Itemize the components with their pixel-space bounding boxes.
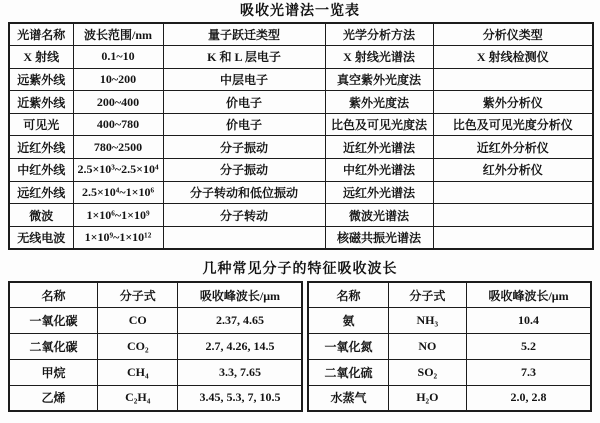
table-cell: 10~200: [73, 68, 163, 91]
header-cell: 光谱名称: [9, 23, 73, 46]
table-cell: 二氧化硫: [308, 359, 388, 385]
table-cell: 远红外光谱法: [325, 181, 433, 204]
header-cell: 名称: [308, 282, 388, 308]
table-cell: 2.7, 4.26, 14.5: [178, 334, 303, 360]
table-cell: 一氧化氮: [308, 334, 388, 360]
table-cell: 2.0, 2.8: [467, 385, 591, 411]
table-row: [9, 68, 593, 91]
table-cell: 红外分析仪: [433, 159, 593, 182]
molecule-table-right: [307, 281, 592, 412]
table-cell: K 和 L 层电子: [163, 46, 325, 69]
table-row: [9, 204, 593, 227]
table-cell: 远紫外线: [9, 68, 73, 91]
table-cell: 微波光谱法: [325, 204, 433, 227]
table-header-row: [9, 282, 302, 308]
table-cell: 远红外线: [9, 181, 73, 204]
table-cell: 780~2500: [73, 136, 163, 159]
table-cell: 核磁共振光谱法: [325, 226, 433, 249]
table-cell: CO: [98, 308, 178, 334]
table-cell: NH₃: [388, 308, 466, 334]
table-row: [9, 113, 593, 136]
header-cell: 名称: [9, 282, 98, 308]
header-cell: 分子式: [388, 282, 466, 308]
table-cell: SO₂: [388, 359, 466, 385]
absorption-spectroscopy-table: [8, 22, 594, 250]
table-cell: 1×10⁶~1×10⁹: [73, 204, 163, 227]
table-cell: H₂O: [388, 385, 466, 411]
table-cell: 中红外光谱法: [325, 159, 433, 182]
header-cell: 吸收峰波长/μm: [467, 282, 591, 308]
table-cell: 可见光: [9, 113, 73, 136]
table-cell: 分子转动: [163, 204, 325, 227]
header-cell: 吸收峰波长/μm: [178, 282, 303, 308]
table-cell: [433, 226, 593, 249]
table-cell: 7.3: [467, 359, 591, 385]
table-row: [9, 46, 593, 69]
table-cell: 价电子: [163, 91, 325, 114]
table-row: [9, 334, 302, 360]
table-cell: 甲烷: [9, 359, 98, 385]
table-cell: 真空紫外光度法: [325, 68, 433, 91]
table-cell: 微波: [9, 204, 73, 227]
table-row: [308, 334, 591, 360]
spectroscopy-table-title: 吸收光谱法一览表: [240, 3, 360, 19]
table-cell: 价电子: [163, 113, 325, 136]
table-cell: 近紫外线: [9, 91, 73, 114]
table-header-row: [308, 282, 591, 308]
table-row: [9, 181, 593, 204]
header-cell: 波长范围/nm: [73, 23, 163, 46]
table-header-row: [9, 23, 593, 46]
table-row: [9, 91, 593, 114]
table-cell: 分子振动: [163, 136, 325, 159]
table-cell: 无线电波: [9, 226, 73, 249]
table-cell: 0.1~10: [73, 46, 163, 69]
table-row: [9, 385, 302, 411]
table-cell: CO₂: [98, 334, 178, 360]
table-cell: 10.4: [467, 308, 591, 334]
header-cell: 量子跃迁类型: [163, 23, 325, 46]
table-cell: 2.5×10⁴~1×10⁶: [73, 181, 163, 204]
table-row: [9, 359, 302, 385]
table-cell: X 射线: [9, 46, 73, 69]
header-cell: 分子式: [98, 282, 178, 308]
table-cell: NO: [388, 334, 466, 360]
table-cell: 中红外线: [9, 159, 73, 182]
table-cell: 2.37, 4.65: [178, 308, 303, 334]
table-cell: 400~780: [73, 113, 163, 136]
table-cell: 3.45, 5.3, 7, 10.5: [178, 385, 303, 411]
table-cell: CH₄: [98, 359, 178, 385]
table-cell: X 射线检测仪: [433, 46, 593, 69]
table-cell: 比色及可见光度法: [325, 113, 433, 136]
table-row: [9, 226, 593, 249]
table-cell: 紫外分析仪: [433, 91, 593, 114]
table-cell: [433, 181, 593, 204]
table-row: [9, 308, 302, 334]
table-cell: 分子振动: [163, 159, 325, 182]
table-cell: 近红外光谱法: [325, 136, 433, 159]
table-row: [9, 136, 593, 159]
table-cell: 5.2: [467, 334, 591, 360]
table-cell: 水蒸气: [308, 385, 388, 411]
table-cell: [163, 226, 325, 249]
table-cell: [433, 204, 593, 227]
table-cell: [433, 68, 593, 91]
table-cell: 200~400: [73, 91, 163, 114]
molecule-absorption-tables: [8, 281, 592, 412]
table-cell: 近红外线: [9, 136, 73, 159]
molecule-table-title: 几种常见分子的特征吸收波长: [202, 260, 398, 277]
table-cell: 氨: [308, 308, 388, 334]
table-cell: X 射线光谱法: [325, 46, 433, 69]
table-cell: 中层电子: [163, 68, 325, 91]
table-cell: 乙烯: [9, 385, 98, 411]
table-cell: 一氧化碳: [9, 308, 98, 334]
header-cell: 分析仪类型: [433, 23, 593, 46]
table-row: [308, 385, 591, 411]
table-row: [9, 159, 593, 182]
molecule-table-left: [8, 281, 303, 412]
table-cell: 分子转动和低位振动: [163, 181, 325, 204]
table-cell: 1×10⁹~1×10¹²: [73, 226, 163, 249]
table-cell: 2.5×10³~2.5×10⁴: [73, 159, 163, 182]
header-cell: 光学分析方法: [325, 23, 433, 46]
table-cell: 近红外分析仪: [433, 136, 593, 159]
table-cell: 3.3, 7.65: [178, 359, 303, 385]
table-cell: C₂H₄: [98, 385, 178, 411]
table-row: [308, 359, 591, 385]
table-cell: 比色及可见光度分析仪: [433, 113, 593, 136]
table-cell: 二氧化碳: [9, 334, 98, 360]
table-row: [308, 308, 591, 334]
table-cell: 紫外光度法: [325, 91, 433, 114]
